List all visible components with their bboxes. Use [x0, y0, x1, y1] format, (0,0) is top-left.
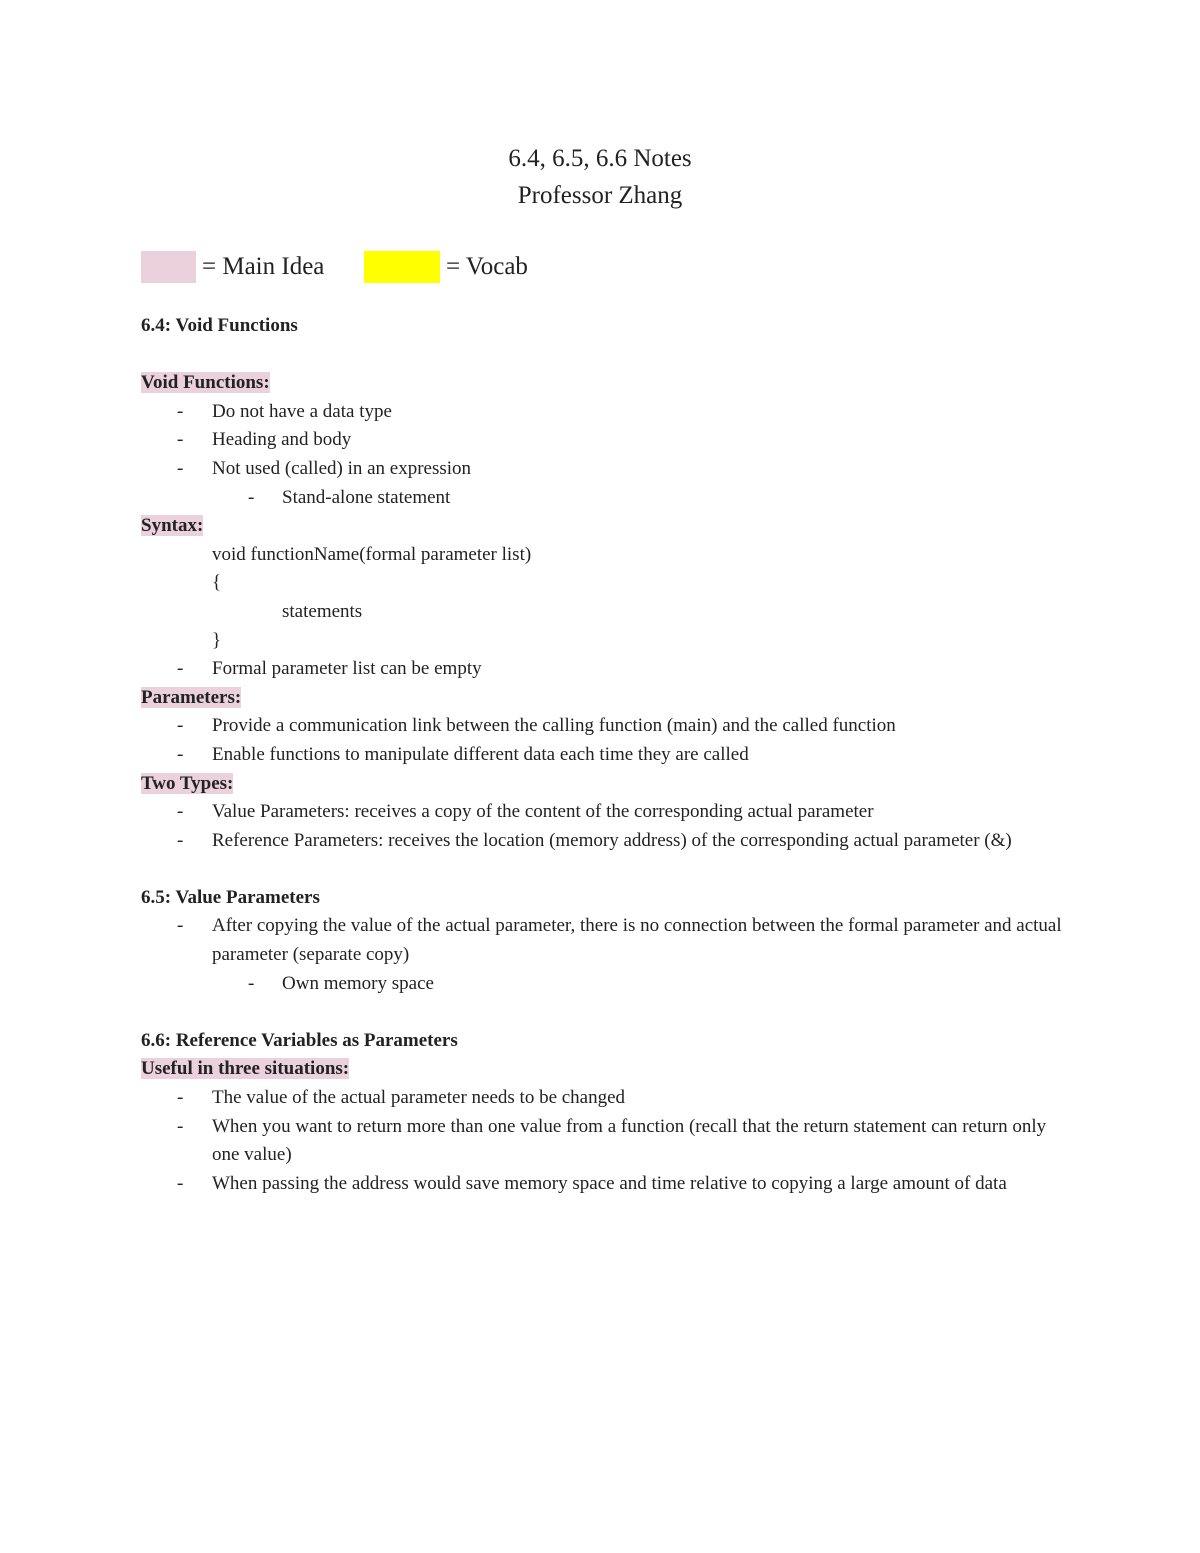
list-item: - When passing the address would save memory space and time relative to copying a large amount of data	[141, 1170, 1071, 1199]
spacer	[141, 998, 1071, 1027]
list-item: - Provide a communication link between the calling function (main) and the called function	[141, 712, 1071, 741]
document-title: 6.4, 6.5, 6.6 Notes	[508, 145, 692, 172]
section-heading-6-5: 6.5: Value Parameters	[141, 886, 320, 908]
main-idea-syntax: Syntax:	[141, 515, 204, 537]
list-item: - The value of the actual parameter needs to be changed	[141, 1084, 1071, 1113]
list-item: - Not used (called) in an expression	[141, 455, 1071, 484]
list-item: - Formal parameter list can be empty	[141, 655, 1071, 684]
list-item: - Reference Parameters: receives the location (memory address) of the corresponding actual parameter (&)	[141, 827, 1071, 856]
syntax-line: {	[212, 572, 222, 594]
main-idea-two-types: Two Types:	[141, 772, 234, 794]
main-idea-void-functions: Void Functions:	[141, 372, 270, 394]
vocab-legend-label: = Vocab	[446, 253, 528, 280]
syntax-line: }	[212, 629, 222, 651]
section-heading-6-6: 6.6: Reference Variables as Parameters	[141, 1029, 458, 1051]
section-heading-6-4: 6.4: Void Functions	[141, 315, 298, 336]
notes-body	[141, 312, 1071, 1198]
vocab-swatch	[364, 251, 440, 283]
list-item: - Heading and body	[141, 426, 1071, 455]
list-item: - After copying the value of the actual parameter, there is no connection between the formal parameter and actual parameter (separate copy)	[141, 912, 1071, 969]
main-idea-legend-label: = Main Idea	[202, 253, 325, 280]
sub-list-item: - Stand-alone statement	[141, 484, 1071, 513]
list-item: - Enable functions to manipulate different data each time they are called	[141, 741, 1071, 770]
document-subtitle: Professor Zhang	[517, 182, 683, 209]
syntax-line: statements	[282, 600, 363, 622]
spacer	[141, 341, 1071, 370]
syntax-line: void functionName(formal parameter list)	[212, 543, 532, 565]
sub-list-item: - Own memory space	[141, 970, 1071, 999]
spacer	[141, 855, 1071, 884]
main-idea-useful-situations: Useful in three situations:	[141, 1058, 350, 1080]
main-idea-parameters: Parameters:	[141, 686, 242, 708]
list-item: - When you want to return more than one value from a function (recall that the return statement can return only one value)	[141, 1113, 1071, 1170]
list-item: - Do not have a data type	[141, 398, 1071, 427]
main-idea-swatch	[141, 251, 196, 283]
list-item: - Value Parameters: receives a copy of the content of the corresponding actual parameter	[141, 798, 1071, 827]
